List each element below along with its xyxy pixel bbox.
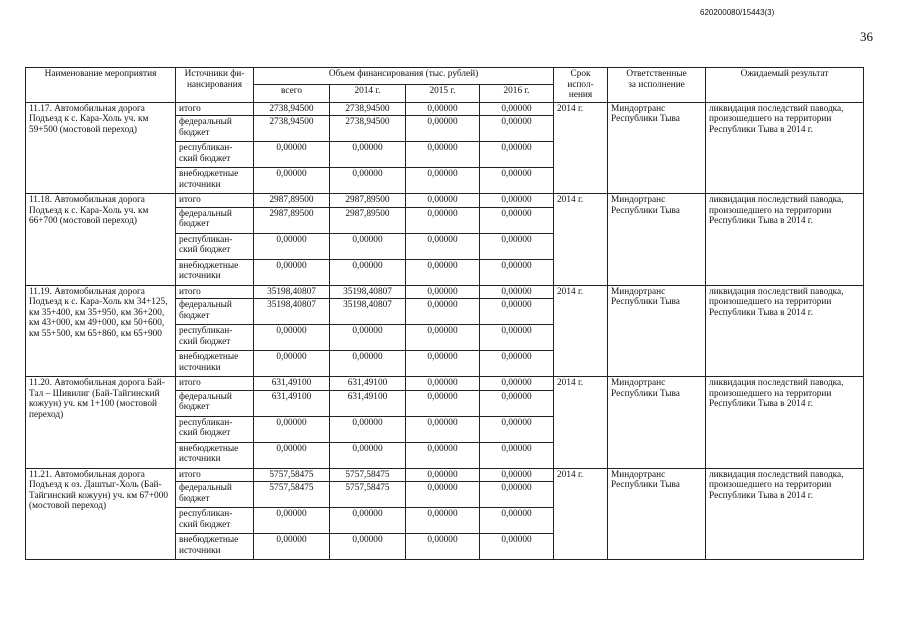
- funding-source-cell: итого: [176, 468, 254, 482]
- amount-total-cell: 5757,58475: [254, 468, 330, 482]
- funding-source-cell: федеральный бюджет: [176, 390, 254, 416]
- funding-source-cell: внебюджетные источники: [176, 442, 254, 468]
- amount-y2016-cell: 0,00000: [480, 377, 554, 391]
- amount-y2015-cell: 0,00000: [406, 299, 480, 325]
- amount-y2016-cell: 0,00000: [480, 259, 554, 285]
- responsible-cell: Миндортранс Республики Тыва: [608, 285, 706, 377]
- funding-source-cell: федеральный бюджет: [176, 482, 254, 508]
- funding-source-cell: республикан-ский бюджет: [176, 233, 254, 259]
- amount-total-cell: 0,00000: [254, 259, 330, 285]
- amount-y2014-cell: 0,00000: [330, 168, 406, 194]
- responsible-cell: Миндортранс Республики Тыва: [608, 377, 706, 469]
- funding-source-cell: внебюджетные источники: [176, 351, 254, 377]
- activity-name-cell: 11.19. Автомобильная дорога Подъезд к с. Кара-Холь км 34+125, км 35+400, км 35+950, км 36+200, км 43+000, км 49+000, км 50+600, км 55+500, км 65+860, км 65+900: [26, 285, 176, 377]
- amount-y2015-cell: 0,00000: [406, 351, 480, 377]
- funding-source-cell: итого: [176, 102, 254, 116]
- amount-y2016-cell: 0,00000: [480, 351, 554, 377]
- amount-y2016-cell: 0,00000: [480, 285, 554, 299]
- amount-total-cell: 2738,94500: [254, 102, 330, 116]
- amount-total-cell: 35198,40807: [254, 285, 330, 299]
- amount-y2014-cell: 35198,40807: [330, 299, 406, 325]
- funding-source-cell: внебюджетные источники: [176, 168, 254, 194]
- activity-name-cell: 11.18. Автомобильная дорога Подъезд к с. Кара-Холь уч. км 66+700 (мостовой переход): [26, 194, 176, 286]
- amount-y2016-cell: 0,00000: [480, 168, 554, 194]
- amount-total-cell: 0,00000: [254, 351, 330, 377]
- amount-total-cell: 631,49100: [254, 377, 330, 391]
- deadline-cell: 2014 г.: [554, 194, 608, 286]
- header-expected-result: Ожидаемый результат: [706, 68, 864, 103]
- amount-y2014-cell: 0,00000: [330, 416, 406, 442]
- amount-y2015-cell: 0,00000: [406, 442, 480, 468]
- amount-total-cell: 0,00000: [254, 325, 330, 351]
- amount-total-cell: 0,00000: [254, 168, 330, 194]
- table-row: [26, 285, 864, 299]
- amount-y2015-cell: 0,00000: [406, 207, 480, 233]
- expected-result-cell: ликвидация последствий паводка, произошедшего на территории Республики Тыва в 2014 г.: [706, 377, 864, 469]
- deadline-cell: 2014 г.: [554, 468, 608, 560]
- amount-y2015-cell: 0,00000: [406, 416, 480, 442]
- amount-y2014-cell: 2738,94500: [330, 102, 406, 116]
- amount-y2015-cell: 0,00000: [406, 142, 480, 168]
- activity-name-cell: 11.20. Автомобильная дорога Бай-Тал – Шивилиг (Бай-Тайгинский кожуун) уч. км 1+100 (мостовой переход): [26, 377, 176, 469]
- amount-y2016-cell: 0,00000: [480, 102, 554, 116]
- amount-y2016-cell: 0,00000: [480, 325, 554, 351]
- header-row-1: [26, 68, 864, 85]
- amount-total-cell: 2738,94500: [254, 116, 330, 142]
- amount-y2015-cell: 0,00000: [406, 377, 480, 391]
- expected-result-cell: ликвидация последствий паводка, произошедшего на территории Республики Тыва в 2014 г.: [706, 468, 864, 560]
- responsible-cell: Миндортранс Республики Тыва: [608, 102, 706, 194]
- amount-total-cell: 0,00000: [254, 142, 330, 168]
- funding-source-cell: итого: [176, 377, 254, 391]
- amount-y2015-cell: 0,00000: [406, 534, 480, 560]
- header-responsible: Ответственные за исполнение: [608, 68, 706, 103]
- amount-y2015-cell: 0,00000: [406, 168, 480, 194]
- amount-y2014-cell: 35198,40807: [330, 285, 406, 299]
- amount-y2015-cell: 0,00000: [406, 508, 480, 534]
- amount-y2014-cell: 2987,89500: [330, 207, 406, 233]
- table-row: [26, 468, 864, 482]
- amount-total-cell: 0,00000: [254, 416, 330, 442]
- amount-y2016-cell: 0,00000: [480, 534, 554, 560]
- funding-source-cell: республикан-ский бюджет: [176, 416, 254, 442]
- amount-total-cell: 631,49100: [254, 390, 330, 416]
- funding-source-cell: внебюджетные источники: [176, 534, 254, 560]
- amount-y2015-cell: 0,00000: [406, 102, 480, 116]
- document-code: 620200080/15443(3): [700, 8, 775, 17]
- amount-total-cell: 2987,89500: [254, 194, 330, 208]
- amount-y2016-cell: 0,00000: [480, 207, 554, 233]
- amount-y2014-cell: 0,00000: [330, 534, 406, 560]
- amount-y2014-cell: 0,00000: [330, 259, 406, 285]
- header-2016: 2016 г.: [480, 85, 554, 102]
- funding-table: [25, 67, 864, 560]
- amount-y2016-cell: 0,00000: [480, 194, 554, 208]
- deadline-cell: 2014 г.: [554, 377, 608, 469]
- funding-source-cell: федеральный бюджет: [176, 116, 254, 142]
- funding-source-cell: республикан-ский бюджет: [176, 508, 254, 534]
- amount-y2016-cell: 0,00000: [480, 442, 554, 468]
- amount-y2014-cell: 2987,89500: [330, 194, 406, 208]
- funding-source-cell: республикан-ский бюджет: [176, 325, 254, 351]
- amount-y2016-cell: 0,00000: [480, 390, 554, 416]
- funding-source-cell: итого: [176, 285, 254, 299]
- header-deadline: Срок испол- нения: [554, 68, 608, 103]
- amount-y2015-cell: 0,00000: [406, 325, 480, 351]
- expected-result-cell: ликвидация последствий паводка, произошедшего на территории Республики Тыва в 2014 г.: [706, 102, 864, 194]
- amount-y2016-cell: 0,00000: [480, 116, 554, 142]
- amount-y2014-cell: 0,00000: [330, 508, 406, 534]
- amount-y2016-cell: 0,00000: [480, 416, 554, 442]
- table-row: [26, 377, 864, 391]
- amount-y2014-cell: 2738,94500: [330, 116, 406, 142]
- amount-y2016-cell: 0,00000: [480, 468, 554, 482]
- header-name: Наименование мероприятия: [26, 68, 176, 103]
- amount-y2016-cell: 0,00000: [480, 482, 554, 508]
- amount-total-cell: 0,00000: [254, 233, 330, 259]
- amount-total-cell: 0,00000: [254, 442, 330, 468]
- amount-y2016-cell: 0,00000: [480, 508, 554, 534]
- amount-total-cell: 0,00000: [254, 508, 330, 534]
- amount-y2015-cell: 0,00000: [406, 285, 480, 299]
- amount-y2015-cell: 0,00000: [406, 116, 480, 142]
- amount-total-cell: 5757,58475: [254, 482, 330, 508]
- header-total: всего: [254, 85, 330, 102]
- header-2014: 2014 г.: [330, 85, 406, 102]
- funding-source-cell: итого: [176, 194, 254, 208]
- amount-y2014-cell: 0,00000: [330, 142, 406, 168]
- amount-y2014-cell: 0,00000: [330, 233, 406, 259]
- responsible-cell: Миндортранс Республики Тыва: [608, 194, 706, 286]
- amount-y2016-cell: 0,00000: [480, 299, 554, 325]
- amount-y2014-cell: 631,49100: [330, 390, 406, 416]
- amount-y2015-cell: 0,00000: [406, 233, 480, 259]
- header-funding-volume: Объем финансирования (тыс. рублей): [254, 68, 554, 85]
- activity-name-cell: 11.21. Автомобильная дорога Подъезд к оз. Даштыг-Холь (Бай-Тайгинский кожуун) уч. км 67+000 (мостовой переход): [26, 468, 176, 560]
- deadline-cell: 2014 г.: [554, 102, 608, 194]
- funding-source-cell: республикан-ский бюджет: [176, 142, 254, 168]
- expected-result-cell: ликвидация последствий паводка, произошедшего на территории Республики Тыва в 2014 г.: [706, 285, 864, 377]
- expected-result-cell: ликвидация последствий паводка, произошедшего на территории Республики Тыва в 2014 г.: [706, 194, 864, 286]
- amount-y2015-cell: 0,00000: [406, 482, 480, 508]
- amount-total-cell: 35198,40807: [254, 299, 330, 325]
- amount-total-cell: 2987,89500: [254, 207, 330, 233]
- amount-y2014-cell: 631,49100: [330, 377, 406, 391]
- deadline-cell: 2014 г.: [554, 285, 608, 377]
- table-row: [26, 102, 864, 116]
- amount-y2016-cell: 0,00000: [480, 233, 554, 259]
- amount-y2014-cell: 0,00000: [330, 325, 406, 351]
- funding-source-cell: внебюджетные источники: [176, 259, 254, 285]
- amount-total-cell: 0,00000: [254, 534, 330, 560]
- activity-name-cell: 11.17. Автомобильная дорога Подъезд к с. Кара-Холь уч. км 59+500 (мостовой переход): [26, 102, 176, 194]
- amount-y2014-cell: 5757,58475: [330, 482, 406, 508]
- amount-y2016-cell: 0,00000: [480, 142, 554, 168]
- amount-y2014-cell: 0,00000: [330, 442, 406, 468]
- header-sources: Источники фи- нансирования: [176, 68, 254, 103]
- funding-source-cell: федеральный бюджет: [176, 207, 254, 233]
- table-row: [26, 194, 864, 208]
- header-2015: 2015 г.: [406, 85, 480, 102]
- amount-y2015-cell: 0,00000: [406, 259, 480, 285]
- funding-source-cell: федеральный бюджет: [176, 299, 254, 325]
- amount-y2014-cell: 0,00000: [330, 351, 406, 377]
- amount-y2015-cell: 0,00000: [406, 468, 480, 482]
- page-number: 36: [860, 29, 873, 44]
- amount-y2015-cell: 0,00000: [406, 194, 480, 208]
- amount-y2014-cell: 5757,58475: [330, 468, 406, 482]
- amount-y2015-cell: 0,00000: [406, 390, 480, 416]
- responsible-cell: Миндортранс Республики Тыва: [608, 468, 706, 560]
- table-body: [26, 102, 864, 560]
